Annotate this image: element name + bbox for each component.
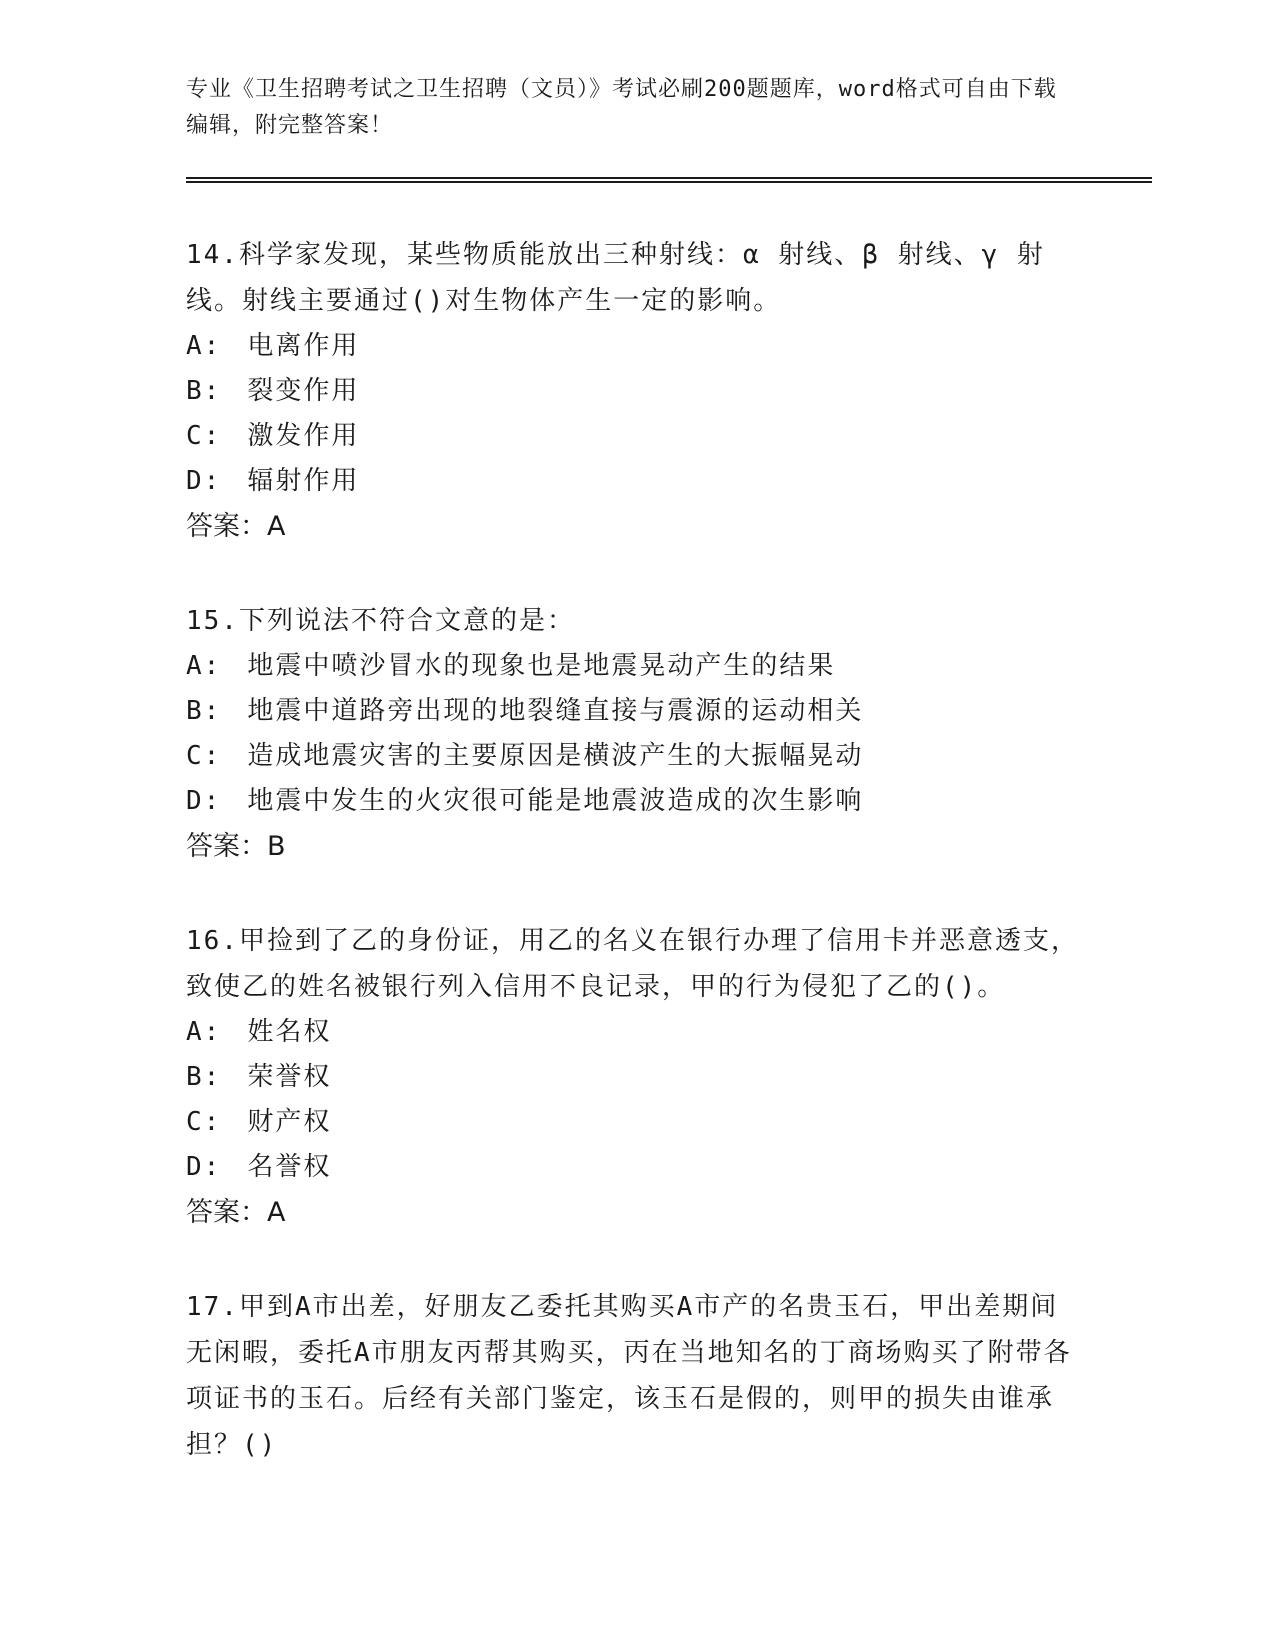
option-letter: D: <box>186 1152 222 1182</box>
option-a <box>186 324 1086 369</box>
option-c <box>186 734 1086 779</box>
question-17 <box>186 1284 1086 1468</box>
answer-line: 答案：A <box>186 511 286 542</box>
option-a <box>186 1010 1086 1055</box>
option-text: 地震中道路旁出现的地裂缝直接与震源的运动相关 <box>247 696 864 726</box>
question-stem: 15.下列说法不符合文意的是： <box>186 606 575 636</box>
option-a <box>186 644 1086 689</box>
question-list <box>186 232 1086 1516</box>
header-divider-bottom <box>186 181 1152 183</box>
question-stem: 16.甲捡到了乙的身份证，用乙的名义在银行办理了信用卡并恶意透支，致使乙的姓名被银行列入信用不良记录，甲的行为侵犯了乙的()。 <box>186 926 1079 1002</box>
option-text: 姓名权 <box>247 1017 332 1047</box>
option-letter: C: <box>186 421 222 451</box>
option-letter: B: <box>186 1062 222 1092</box>
option-letter: D: <box>186 466 222 496</box>
option-d <box>186 459 1086 504</box>
answer-line: 答案：B <box>186 831 286 862</box>
question-15 <box>186 598 1086 870</box>
document-header: 专业《卫生招聘考试之卫生招聘（文员）》考试必刷200题题库，word格式可自由下载编辑，附完整答案！ <box>186 77 1057 138</box>
option-text: 裂变作用 <box>247 376 360 406</box>
option-text: 财产权 <box>247 1107 332 1137</box>
question-stem: 17.甲到A市出差，好朋友乙委托其购买A市产的名贵玉石，甲出差期间无闲暇，委托A市朋友丙帮其购买，丙在当地知名的丁商场购买了附带各项证书的玉石。后经有关部门鉴定，该玉石是假的，则甲的损失由谁承担？() <box>186 1292 1072 1460</box>
option-text: 辐射作用 <box>247 466 360 496</box>
option-text: 荣誉权 <box>247 1062 332 1092</box>
answer-line: 答案：A <box>186 1197 286 1228</box>
option-b <box>186 689 1086 734</box>
option-b <box>186 1055 1086 1100</box>
option-letter: A: <box>186 651 222 681</box>
option-letter: C: <box>186 741 222 771</box>
question-stem: 14.科学家发现，某些物质能放出三种射线：α 射线、β 射线、γ 射线。射线主要通过()对生物体产生一定的影响。 <box>186 240 1045 316</box>
question-16 <box>186 918 1086 1236</box>
option-c <box>186 1100 1086 1145</box>
option-text: 地震中发生的火灾很可能是地震波造成的次生影响 <box>247 786 864 816</box>
option-letter: C: <box>186 1107 222 1137</box>
option-text: 造成地震灾害的主要原因是横波产生的大振幅晃动 <box>247 741 864 771</box>
option-b <box>186 369 1086 414</box>
option-d <box>186 1145 1086 1190</box>
option-text: 激发作用 <box>247 421 360 451</box>
option-letter: B: <box>186 696 222 726</box>
option-letter: A: <box>186 1017 222 1047</box>
option-text: 地震中喷沙冒水的现象也是地震晃动产生的结果 <box>247 651 836 681</box>
option-letter: B: <box>186 376 222 406</box>
option-letter: A: <box>186 331 222 361</box>
option-text: 名誉权 <box>247 1152 332 1182</box>
option-c <box>186 414 1086 459</box>
option-d <box>186 779 1086 824</box>
header-divider-top <box>186 177 1152 179</box>
option-text: 电离作用 <box>247 331 360 361</box>
question-14 <box>186 232 1086 550</box>
option-letter: D: <box>186 786 222 816</box>
